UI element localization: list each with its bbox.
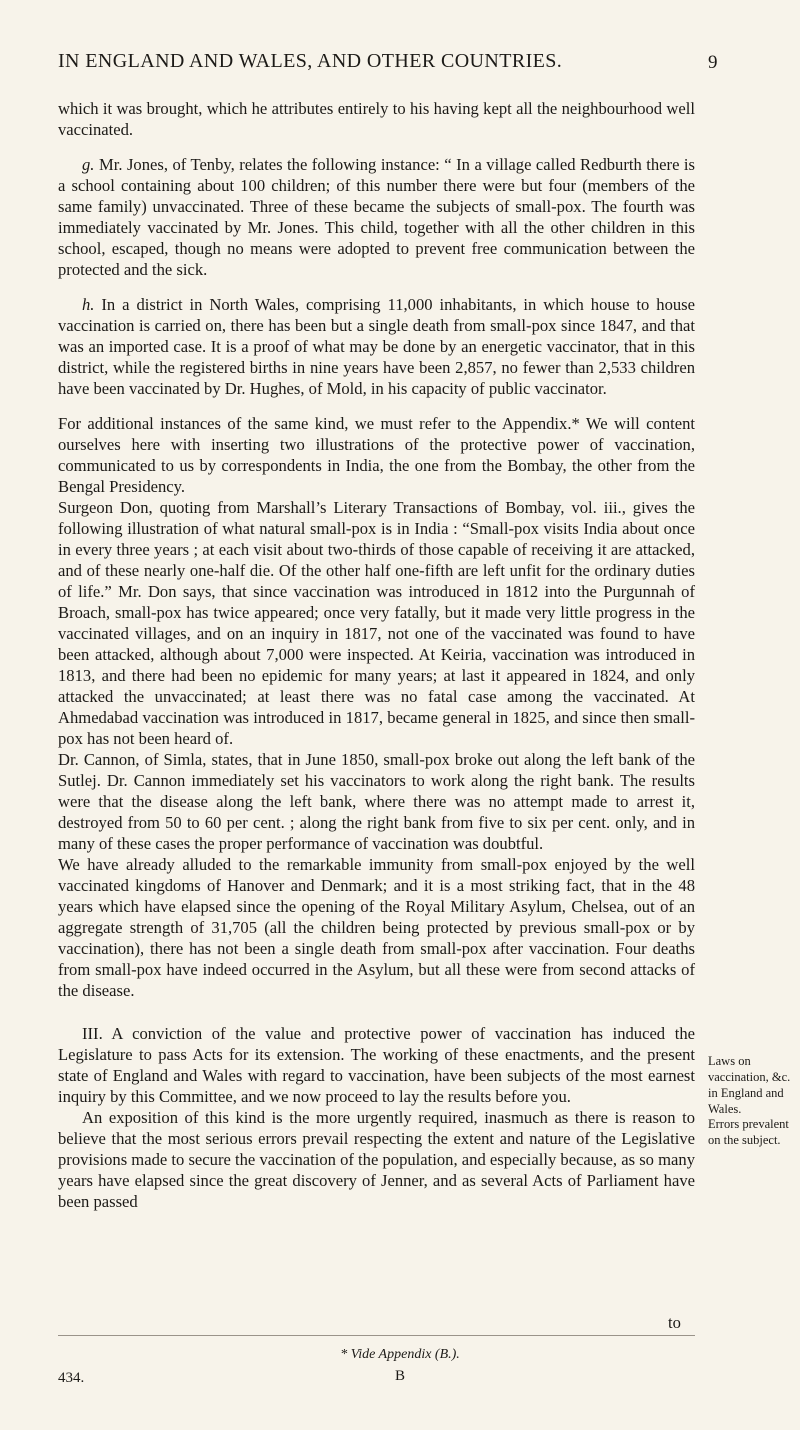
paragraph-immunity: We have already alluded to the remarkable immunity from small-pox enjoyed by the well vaccinated kingdoms of Hanover and Denmark; and it is a most striking fact, that in the 48 years which have elapsed since the opening of the Royal Military Asylum, Chelsea, out of an aggregate strength of 31,705 (all the children being protected by previous small-pox or by vaccination), there has not been a single death from small-pox after vaccination. Four deaths from small-pox have indeed occurred in the Asylum, but all these were from second attacks of the disease. [58,855,695,1000]
paragraph-h-label: h. [82,295,95,314]
margin-note-laws: Laws on vaccination, &c. in England and Wales. [708,1054,791,1116]
page-number: 9 [708,52,718,73]
margin-note-errors: Errors prevalent on the subject. [708,1117,789,1147]
paragraph-g [58,154,695,280]
footnote-rule [58,1335,695,1336]
paragraph-g-label: g. [82,155,95,174]
paragraph-section-iii: III. A conviction of the value and protective power of vaccination has induced the Legislature to pass Acts for its extension. The working of these enactments, and the present state of England and Wales with regard to vaccination, have been subjects of the most earnest inquiry by this Committee, and we now proceed to lay the results before you. [58,1024,695,1106]
paragraph-continuation: which it was brought, which he attributes entirely to his having kept all the neighbourhood well vaccinated. [58,99,695,139]
footnote-text: Vide Appendix (B.). [350,1347,460,1362]
signature-mark: B [394,1368,405,1384]
paragraph-h-text: In a district in North Wales, comprising 11,000 inhabitants, in which house to house vaccination is carried on, there has been but a single death from small-pox since 1847, and that was an imported case. It is a proof of what may be done by an energetic vaccinator, that in this district, while the registered births in nine years have been 2,857, no fewer than 2,533 children have been vaccinated by Dr. Hughes, of Mold, in his capacity of public vaccinator. [58,295,695,398]
print-number: 434. [58,1370,85,1386]
footnote [0,1347,800,1363]
paragraph-dr-cannon: Dr. Cannon, of Simla, states, that in June 1850, small-pox broke out along the left bank of the Sutlej. Dr. Cannon immediately set his vaccinators to work along the right bank. The results were that the disease along the left bank, where there was no attempt made to arrest it, destroyed from 50 to 60 per cent. ; along the right bank from five to six per cent. only, and in many of these cases the proper performance of vaccination was doubtful. [58,750,695,853]
paragraph-exposition: An exposition of this kind is the more urgently required, inasmuch as there is reason to believe that the most serious errors prevail respecting the extent and nature of the Legislative provisions made to secure the vaccination of the population, and especially because, as so many years have elapsed since the great discovery of Jenner, and as several Acts of Parliament have been passed [58,1108,695,1211]
catchword: to [668,1313,681,1332]
running-head: IN ENGLAND AND WALES, AND OTHER COUNTRIES. [58,50,563,72]
body-text [58,98,695,1212]
paragraph-appendix: For additional instances of the same kind, we must refer to the Appendix.* We will content ourselves here with inserting two illustrations of the protective power of vaccination, communicated to us by correspondents in India, the one from the Bombay, the other from the Bengal Presidency. [58,414,695,496]
paragraph-h [58,294,695,399]
paragraph-surgeon-don: Surgeon Don, quoting from Marshall’s Literary Transactions of Bombay, vol. iii., gives the following illustration of what natural small-pox is in India : “Small-pox visits India about once in every three years ; at each visit about two-thirds of those capable of receiving it are attacked, and of these nearly one-half die. Of the other half one-fifth are left unfit for the ordinary duties of life.” Mr. Don says, that since vaccination was introduced in 1812 into the Purgunnah of Broach, small-pox has twice appeared; once very fatally, but it made very little progress in the vaccinated villages, and on an inquiry in 1817, not one of the vaccinated was found to have been attacked, although about 7,000 were inspected. At Keiria, vaccination was introduced in 1813, and there had been no epidemic for many years; at last it appeared in 1824, and only attacked the unvaccinated; at least there was no fatal case among the vaccinated. At Ahmedabad vaccination was introduced in 1817, became general in 1825, and since then small-pox has not been heard of. [58,498,695,748]
paragraph-g-text: Mr. Jones, of Tenby, relates the following instance: “ In a village called Redburth there is a school containing about 100 children; of this number there were but four (members of the same family) unvaccinated. Three of these became the subjects of small-pox. The fourth was immediately vaccinated by Mr. Jones. This child, together with all the other children in this school, escaped, though no means were adopted to prevent free communication between the protected and the sick. [58,155,695,279]
footnote-mark: * [340,1347,348,1362]
